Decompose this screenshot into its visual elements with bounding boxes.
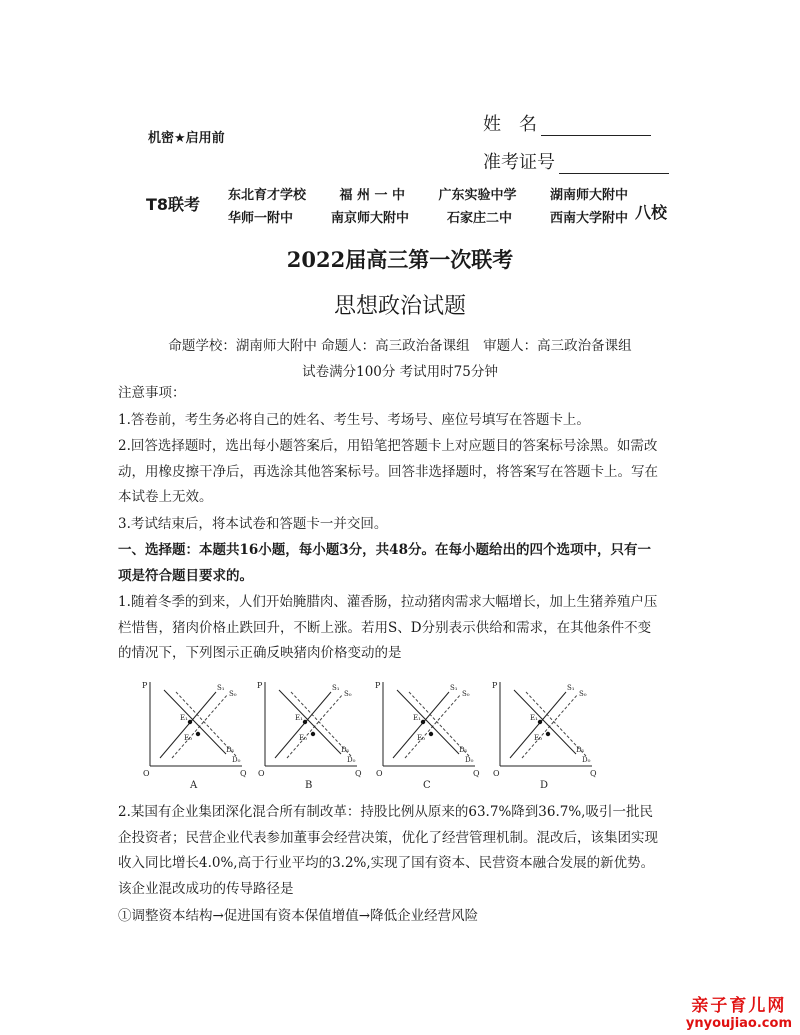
curve-label: S₀ [344, 690, 352, 698]
curve-label: E₁ [413, 714, 421, 722]
curve-label: D₁ [576, 746, 585, 754]
graph-option-label: A [190, 780, 198, 790]
axis-q-label: Q [590, 769, 597, 778]
equilibrium-point [303, 720, 307, 724]
question-1-text: 1.随着冬季的到来，人们开始腌腊肉、灌香肠，拉动猪肉需求大幅增长，加上生猪养殖户压栏惜售，猪肉价格止跌回升，不断上涨。若用S、D分别表示供给和需求，在其他条件不变的情况下，下列图示正确反映猪肉价格变动的是 [118, 594, 658, 661]
equilibrium-point [429, 732, 433, 736]
confidential-mark: 机密★启用前 [148, 131, 225, 146]
school: 石家庄二中 [446, 211, 512, 226]
curve-label: S₀ [462, 690, 470, 698]
demand-line [514, 690, 576, 754]
origin-label: O [143, 769, 150, 778]
supply-line-shifted [287, 694, 343, 758]
schools-row-1 [228, 184, 628, 203]
school: 东北育才学校 [228, 188, 307, 203]
axis-p-label: P [492, 681, 498, 690]
axis-q-label: Q [473, 769, 480, 778]
exam-id-field [483, 148, 669, 174]
schools-row-2 [228, 207, 628, 226]
curve-label: D₀ [582, 756, 591, 764]
notes-heading: 注意事项： [118, 385, 186, 401]
equilibrium-point [311, 732, 315, 736]
question-2-text: 2.某国有企业集团深化混合所有制改革：持股比例从原来的63.7%降到36.7%,吸引一批民企投资者；民营企业代表参加董事会经营决策，优化了经营管理机制。混改后，该集团实现收入同比增长4.0%,高于行业平均的3.2%,实现了国有资本、民营资本融合发展的新优势。该企业混改成功的传导路径是 [118, 804, 658, 897]
curve-label: E₀ [417, 734, 425, 742]
question-2-option-1: ①调整资本结构→促进国有资本保值增值→降低企业经营风险 [118, 908, 479, 924]
curve-label: S₁ [217, 684, 225, 692]
section-1-heading: 一、选择题：本题共16小题，每小题3分，共48分。在每小题给出的四个选项中，只有一项是符合题目要求的。 [118, 542, 651, 584]
supply-line-shifted [405, 694, 461, 758]
axis-p-label: P [257, 681, 263, 690]
question-1-graphs [140, 678, 600, 790]
curve-label: E₀ [184, 734, 192, 742]
graph-option-label: B [305, 780, 313, 790]
note-1: 1.答卷前，考生务必将自己的姓名、考生号、考场号、座位号填写在答题卡上。 [118, 412, 590, 428]
watermark-url: ynyoujiao.com [685, 1016, 792, 1031]
graph-a [142, 681, 247, 790]
school: 湖南师大附中 [549, 188, 628, 203]
name-label: 姓 名 [483, 114, 537, 135]
note-2: 2.回答选择题时，选出每小题答案后，用铅笔把答题卡上对应题目的答案标号涂黑。如需改动，用橡皮擦干净后，再选涂其他答案标号。回答非选择题时，将答案写在答题卡上。写在本试卷上无效。 [118, 438, 658, 505]
axis-p-label: P [142, 681, 148, 690]
authors-line: 命题学校：湖南师大附中 命题人：高三政治备课组 审题人：高三政治备课组 [168, 338, 632, 354]
curve-label: E₀ [534, 734, 542, 742]
demand-line [397, 690, 459, 754]
exam-id-label: 准考证号 [483, 152, 555, 173]
equilibrium-point [421, 720, 425, 724]
supply-line-shifted [522, 694, 578, 758]
name-blank [541, 117, 651, 136]
graph-c [375, 681, 480, 790]
site-watermark [686, 991, 792, 1031]
school: 福 州 一 中 [339, 188, 406, 203]
curve-label: D₁ [341, 746, 350, 754]
equilibrium-point [188, 720, 192, 724]
equilibrium-point [538, 720, 542, 724]
curve-label: E₁ [180, 714, 188, 722]
demand-line [279, 690, 341, 754]
curve-label: D₀ [465, 756, 474, 764]
curve-label: D₁ [459, 746, 468, 754]
graph-b [257, 681, 362, 790]
curve-label: D₁ [226, 746, 235, 754]
name-field [483, 110, 651, 136]
graph-option-label: D [540, 780, 549, 790]
curve-label: S₁ [332, 684, 340, 692]
t8-label: T8联考 [146, 195, 201, 214]
note-3: 3.考试结束后，将本试卷和答题卡一并交回。 [118, 516, 388, 532]
schools-list [228, 184, 628, 230]
curve-label: D₀ [347, 756, 356, 764]
curve-label: E₁ [530, 714, 538, 722]
curve-label: E₁ [295, 714, 303, 722]
origin-label: O [376, 769, 383, 778]
graph-option-label: C [423, 780, 431, 790]
curve-label: S₀ [229, 690, 237, 698]
exam-title: 2022届高三第一次联考 [286, 247, 514, 272]
curve-label: S₁ [450, 684, 458, 692]
score-time-line: 试卷满分100分 考试用时75分钟 [302, 364, 498, 380]
graph-d [492, 681, 597, 790]
curve-label: D₀ [232, 756, 241, 764]
eight-schools-label: 八校 [635, 203, 668, 222]
curve-label: S₀ [579, 690, 587, 698]
supply-line-shifted [172, 694, 228, 758]
school: 广东实验中学 [438, 188, 517, 203]
watermark-name: 亲子育儿网 [691, 996, 787, 1016]
axis-q-label: Q [240, 769, 247, 778]
school: 西南大学附中 [549, 211, 628, 226]
curve-label: S₁ [567, 684, 575, 692]
origin-label: O [258, 769, 265, 778]
school: 南京师大附中 [330, 211, 409, 226]
school: 华师一附中 [228, 211, 294, 226]
subject-title: 思想政治试题 [333, 294, 466, 319]
curve-label: E₀ [299, 734, 307, 742]
origin-label: O [493, 769, 500, 778]
axis-p-label: P [375, 681, 381, 690]
axis-q-label: Q [355, 769, 362, 778]
demand-line [164, 690, 226, 754]
equilibrium-point [546, 732, 550, 736]
equilibrium-point [196, 732, 200, 736]
exam-id-blank [559, 155, 669, 174]
